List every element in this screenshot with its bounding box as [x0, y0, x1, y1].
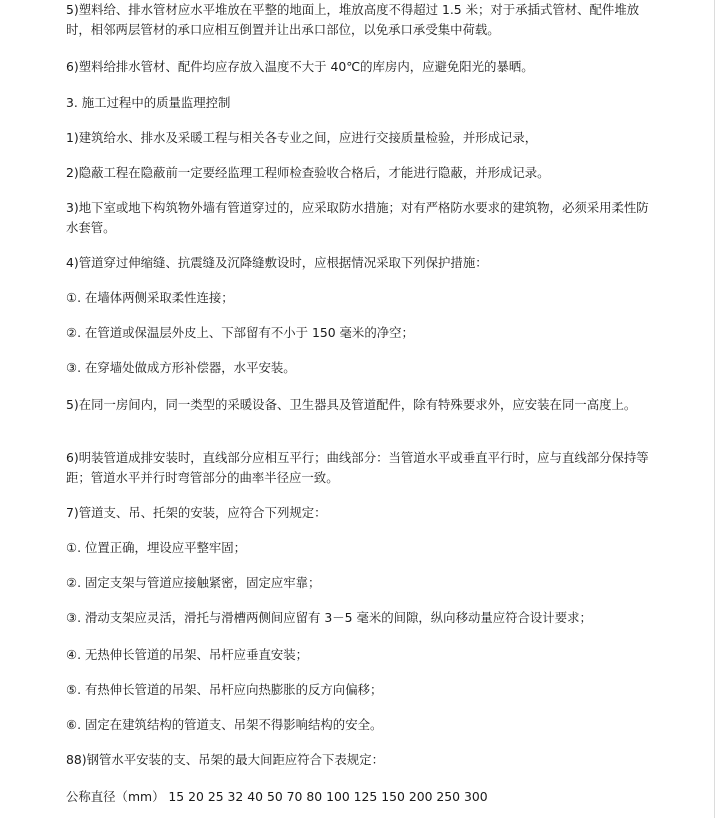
- list-item-no-thermal-hanger: ④. 无热伸长管道的吊架、吊杆应垂直安装；: [66, 647, 309, 662]
- list-item-sliding-support: ③. 滑动支架应灵活，滑托与滑槽两侧间应留有 3－5 毫米的间隙，纵向移动量应符合设计要求；: [66, 610, 592, 625]
- list-item-thermal-hanger: ⑤. 有热伸长管道的吊架、吊杆应向热膨胀的反方向偏移；: [66, 682, 383, 697]
- list-item-clearance: ②. 在管道或保温层外皮上、下部留有不小于 150 毫米的净空；: [66, 325, 414, 340]
- list-item-position: ①. 位置正确，埋设应平整牢固；: [66, 540, 247, 555]
- list-item-fixed-support: ②. 固定支架与管道应接触紧密，固定应牢靠；: [66, 575, 321, 590]
- paragraph-support-rules: 7)管道支、吊、托架的安装，应符合下列规定：: [66, 505, 327, 520]
- nominal-diameter-row: 公称直径（mm） 15 20 25 32 40 50 70 80 100 125 150 200 250 300: [66, 789, 488, 804]
- section-heading-quality-control: 3. 施工过程中的质量监理控制: [66, 95, 231, 110]
- paragraph-handover-inspection: 1)建筑给水、排水及采暖工程与相关各专业之间，应进行交接质量检验，并形成记录，: [66, 130, 538, 145]
- list-item-compensator: ③. 在穿墙处做成方形补偿器，水平安装。: [66, 360, 296, 375]
- paragraph-parallel-pipes: 6)明装管道成排安装时，直线部分应相互平行；曲线部分：当管道水平或垂直平行时，应与直线部分保持等距；管道水平并行时弯管部分的曲率半径应一致。: [66, 450, 649, 485]
- paragraph-same-height: 5)在同一房间内，同一类型的采暖设备、卫生器具及管道配件，除有特殊要求外，应安装在同一高度上。: [66, 397, 637, 412]
- paragraph-joint-protection: 4)管道穿过伸缩缝、抗震缝及沉降缝敷设时，应根据情况采取下列保护措施：: [66, 255, 488, 270]
- paragraph-basement-waterproofing: 3)地下室或地下构筑物外墙有管道穿过的，应采取防水措施；对有严格防水要求的建筑物，必须采用柔性防水套管。: [66, 200, 649, 235]
- paragraph-spacing-table-intro: 88)钢管水平安装的支、吊架的最大间距应符合下表规定：: [66, 752, 384, 767]
- paragraph-concealed-works: 2)隐蔽工程在隐蔽前一定要经监理工程师检查验收合格后，才能进行隐蔽，并形成记录。: [66, 165, 550, 180]
- paragraph-storage-stacking: 5)塑料给、排水管材应水平堆放在平整的地面上，堆放高度不得超过 1.5 米；对于承插式管材、配件堆放时，相邻两层管材的承口应相互倒置并让出承口部位，以免承口承受集中荷载。: [66, 2, 640, 37]
- list-item-flexible-connection: ①. 在墙体两侧采取柔性连接；: [66, 290, 234, 305]
- paragraph-storage-temperature: 6)塑料给排水管材、配件均应存放入温度不大于 40℃的库房内，应避免阳光的暴晒。: [66, 59, 534, 74]
- list-item-structure-safety: ⑥. 固定在建筑结构的管道支、吊架不得影响结构的安全。: [66, 717, 383, 732]
